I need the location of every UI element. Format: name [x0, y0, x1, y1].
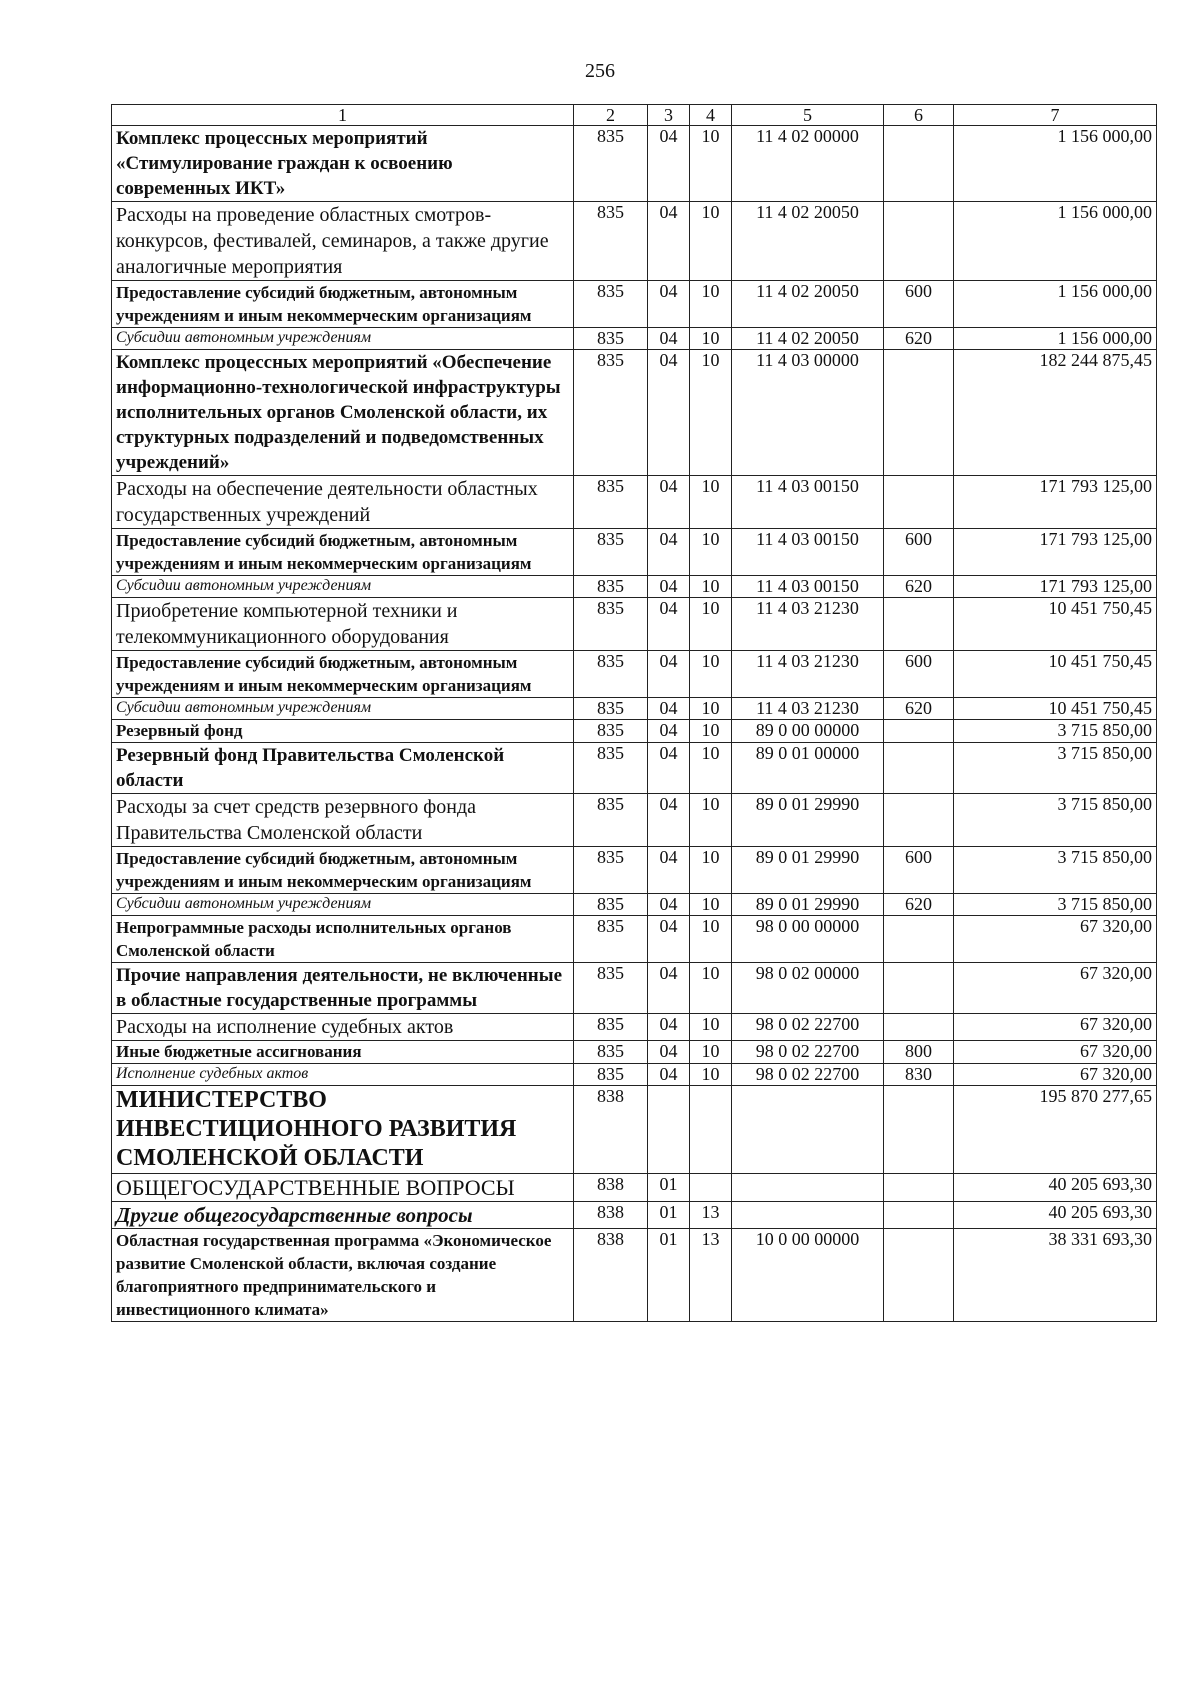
row-section-cell: 04: [648, 281, 690, 328]
row-subsection-cell: 10: [690, 698, 732, 720]
row-amount-cell: 171 793 125,00: [954, 476, 1157, 529]
header-cell-1: 1: [112, 105, 574, 126]
table-row: [112, 847, 1157, 894]
row-expense-type-cell: 600: [884, 847, 954, 894]
table-header-row: [112, 105, 1157, 126]
table-row: [112, 916, 1157, 963]
row-name-cell: Резервный фонд Правительства Смоленской области: [112, 743, 574, 794]
row-name-cell: Субсидии автономным учреждениям: [112, 698, 574, 720]
header-cell-3: 3: [648, 105, 690, 126]
table-row: [112, 576, 1157, 598]
row-target-item-cell: 98 0 02 00000: [732, 963, 884, 1014]
row-expense-type-cell: [884, 202, 954, 281]
row-subsection-cell: 10: [690, 529, 732, 576]
row-target-item-cell: 11 4 03 21230: [732, 598, 884, 651]
table-row: [112, 202, 1157, 281]
row-amount-cell: 1 156 000,00: [954, 281, 1157, 328]
row-amount-cell: 1 156 000,00: [954, 328, 1157, 350]
row-expense-type-cell: [884, 1202, 954, 1229]
row-expense-type-cell: [884, 794, 954, 847]
row-code-cell: 835: [574, 698, 648, 720]
row-subsection-cell: 10: [690, 743, 732, 794]
row-name-cell: ОБЩЕГОСУДАРСТВЕННЫЕ ВОПРОСЫ: [112, 1174, 574, 1202]
row-amount-cell: 10 451 750,45: [954, 598, 1157, 651]
row-subsection-cell: 10: [690, 202, 732, 281]
row-name-cell: Предоставление субсидий бюджетным, автономным учреждениям и иным некоммерческим организациям: [112, 529, 574, 576]
row-code-cell: 838: [574, 1086, 648, 1174]
row-section-cell: 04: [648, 529, 690, 576]
table-row: [112, 720, 1157, 743]
row-section-cell: 04: [648, 576, 690, 598]
page-number: 256: [585, 60, 615, 82]
row-amount-cell: 3 715 850,00: [954, 894, 1157, 916]
row-section-cell: 04: [648, 476, 690, 529]
row-expense-type-cell: [884, 916, 954, 963]
row-code-cell: 838: [574, 1174, 648, 1202]
row-amount-cell: 3 715 850,00: [954, 743, 1157, 794]
row-code-cell: 835: [574, 894, 648, 916]
table-row: [112, 1086, 1157, 1174]
row-section-cell: 04: [648, 720, 690, 743]
table-row: [112, 698, 1157, 720]
budget-table: [111, 104, 1157, 1322]
row-target-item-cell: 11 4 03 21230: [732, 698, 884, 720]
row-code-cell: 835: [574, 328, 648, 350]
row-expense-type-cell: [884, 476, 954, 529]
row-subsection-cell: 10: [690, 651, 732, 698]
row-amount-cell: 195 870 277,65: [954, 1086, 1157, 1174]
row-section-cell: 04: [648, 328, 690, 350]
row-amount-cell: 40 205 693,30: [954, 1202, 1157, 1229]
row-amount-cell: 10 451 750,45: [954, 698, 1157, 720]
row-section-cell: 01: [648, 1174, 690, 1202]
row-target-item-cell: 11 4 02 20050: [732, 281, 884, 328]
table-row: [112, 1041, 1157, 1064]
table-row: [112, 651, 1157, 698]
row-amount-cell: 3 715 850,00: [954, 794, 1157, 847]
row-section-cell: 04: [648, 126, 690, 202]
row-subsection-cell: 10: [690, 281, 732, 328]
row-section-cell: 04: [648, 963, 690, 1014]
row-expense-type-cell: [884, 720, 954, 743]
row-code-cell: 835: [574, 720, 648, 743]
row-expense-type-cell: [884, 126, 954, 202]
row-expense-type-cell: 800: [884, 1041, 954, 1064]
row-name-cell: Предоставление субсидий бюджетным, автономным учреждениям и иным некоммерческим организациям: [112, 281, 574, 328]
row-target-item-cell: 11 4 02 00000: [732, 126, 884, 202]
row-code-cell: 838: [574, 1229, 648, 1322]
row-subsection-cell: 10: [690, 1064, 732, 1086]
row-subsection-cell: 10: [690, 126, 732, 202]
row-expense-type-cell: 620: [884, 698, 954, 720]
row-amount-cell: 67 320,00: [954, 963, 1157, 1014]
row-code-cell: 835: [574, 529, 648, 576]
row-subsection-cell: 10: [690, 847, 732, 894]
row-amount-cell: 1 156 000,00: [954, 126, 1157, 202]
row-section-cell: 04: [648, 894, 690, 916]
row-amount-cell: 67 320,00: [954, 1014, 1157, 1041]
row-name-cell: Субсидии автономным учреждениям: [112, 328, 574, 350]
row-section-cell: 04: [648, 202, 690, 281]
row-amount-cell: 67 320,00: [954, 1041, 1157, 1064]
row-expense-type-cell: [884, 1014, 954, 1041]
table-row: [112, 894, 1157, 916]
table-row: [112, 476, 1157, 529]
row-section-cell: [648, 1086, 690, 1174]
row-expense-type-cell: [884, 350, 954, 476]
row-name-cell: Субсидии автономным учреждениям: [112, 576, 574, 598]
row-section-cell: 04: [648, 598, 690, 651]
row-subsection-cell: [690, 1086, 732, 1174]
row-name-cell: Другие общегосударственные вопросы: [112, 1202, 574, 1229]
row-subsection-cell: 10: [690, 350, 732, 476]
row-name-cell: Непрограммные расходы исполнительных органов Смоленской области: [112, 916, 574, 963]
row-section-cell: 04: [648, 1041, 690, 1064]
row-expense-type-cell: [884, 963, 954, 1014]
row-section-cell: 04: [648, 847, 690, 894]
row-amount-cell: 38 331 693,30: [954, 1229, 1157, 1322]
row-expense-type-cell: 600: [884, 529, 954, 576]
row-amount-cell: 3 715 850,00: [954, 720, 1157, 743]
row-name-cell: МИНИСТЕРСТВО ИНВЕСТИЦИОННОГО РАЗВИТИЯ СМОЛЕНСКОЙ ОБЛАСТИ: [112, 1086, 574, 1174]
row-name-cell: Исполнение судебных актов: [112, 1064, 574, 1086]
row-subsection-cell: 10: [690, 476, 732, 529]
table-row: [112, 126, 1157, 202]
row-name-cell: Расходы на исполнение судебных актов: [112, 1014, 574, 1041]
row-amount-cell: 10 451 750,45: [954, 651, 1157, 698]
row-name-cell: Прочие направления деятельности, не включенные в областные государственные программы: [112, 963, 574, 1014]
row-target-item-cell: 10 0 00 00000: [732, 1229, 884, 1322]
table-row: [112, 1014, 1157, 1041]
row-target-item-cell: [732, 1174, 884, 1202]
row-code-cell: 835: [574, 350, 648, 476]
row-section-cell: 01: [648, 1229, 690, 1322]
row-section-cell: 04: [648, 698, 690, 720]
table-row: [112, 1174, 1157, 1202]
row-code-cell: 835: [574, 281, 648, 328]
row-code-cell: 835: [574, 126, 648, 202]
row-name-cell: Областная государственная программа «Экономическое развитие Смоленской области, включая создание благоприятного предпринимательского и инвестиционного климата»: [112, 1229, 574, 1322]
row-section-cell: 04: [648, 916, 690, 963]
row-target-item-cell: 98 0 02 22700: [732, 1064, 884, 1086]
row-name-cell: Предоставление субсидий бюджетным, автономным учреждениям и иным некоммерческим организациям: [112, 651, 574, 698]
table-row: [112, 350, 1157, 476]
table-row: [112, 1229, 1157, 1322]
row-target-item-cell: 11 4 03 00150: [732, 576, 884, 598]
row-code-cell: 835: [574, 1014, 648, 1041]
row-subsection-cell: 13: [690, 1229, 732, 1322]
row-subsection-cell: 10: [690, 794, 732, 847]
row-subsection-cell: 10: [690, 576, 732, 598]
row-target-item-cell: 98 0 02 22700: [732, 1041, 884, 1064]
row-code-cell: 835: [574, 576, 648, 598]
row-expense-type-cell: 600: [884, 651, 954, 698]
row-amount-cell: 40 205 693,30: [954, 1174, 1157, 1202]
row-expense-type-cell: [884, 1086, 954, 1174]
row-target-item-cell: 89 0 01 29990: [732, 894, 884, 916]
table-row: [112, 529, 1157, 576]
header-cell-5: 5: [732, 105, 884, 126]
row-target-item-cell: 11 4 03 21230: [732, 651, 884, 698]
row-subsection-cell: 10: [690, 598, 732, 651]
row-amount-cell: 182 244 875,45: [954, 350, 1157, 476]
row-target-item-cell: 11 4 02 20050: [732, 202, 884, 281]
row-section-cell: 04: [648, 1014, 690, 1041]
header-cell-7: 7: [954, 105, 1157, 126]
row-subsection-cell: 10: [690, 1014, 732, 1041]
row-amount-cell: 67 320,00: [954, 916, 1157, 963]
row-name-cell: Комплекс процессных мероприятий «Обеспечение информационно-технологической инфраструктуры исполнительных органов Смоленской области, их структурных подразделений и подведомственных учреждений»: [112, 350, 574, 476]
row-section-cell: 04: [648, 651, 690, 698]
row-section-cell: 04: [648, 350, 690, 476]
row-expense-type-cell: 620: [884, 576, 954, 598]
row-amount-cell: 3 715 850,00: [954, 847, 1157, 894]
header-cell-2: 2: [574, 105, 648, 126]
row-target-item-cell: 11 4 03 00150: [732, 476, 884, 529]
row-code-cell: 835: [574, 202, 648, 281]
table-row: [112, 1202, 1157, 1229]
row-name-cell: Приобретение компьютерной техники и телекоммуникационного оборудования: [112, 598, 574, 651]
row-code-cell: 835: [574, 476, 648, 529]
row-subsection-cell: 13: [690, 1202, 732, 1229]
row-expense-type-cell: 620: [884, 328, 954, 350]
row-amount-cell: 1 156 000,00: [954, 202, 1157, 281]
row-expense-type-cell: 600: [884, 281, 954, 328]
row-code-cell: 835: [574, 1064, 648, 1086]
row-subsection-cell: 10: [690, 963, 732, 1014]
row-expense-type-cell: 830: [884, 1064, 954, 1086]
row-subsection-cell: 10: [690, 894, 732, 916]
row-target-item-cell: 98 0 00 00000: [732, 916, 884, 963]
row-subsection-cell: 10: [690, 916, 732, 963]
row-code-cell: 835: [574, 743, 648, 794]
table-row: [112, 598, 1157, 651]
row-code-cell: 835: [574, 651, 648, 698]
row-code-cell: 835: [574, 598, 648, 651]
row-name-cell: Расходы за счет средств резервного фонда Правительства Смоленской области: [112, 794, 574, 847]
row-section-cell: 04: [648, 794, 690, 847]
table-row: [112, 328, 1157, 350]
row-code-cell: 838: [574, 1202, 648, 1229]
row-target-item-cell: 98 0 02 22700: [732, 1014, 884, 1041]
row-code-cell: 835: [574, 916, 648, 963]
row-name-cell: Комплекс процессных мероприятий «Стимулирование граждан к освоению современных ИКТ»: [112, 126, 574, 202]
row-name-cell: Предоставление субсидий бюджетным, автономным учреждениям и иным некоммерческим организациям: [112, 847, 574, 894]
row-target-item-cell: 11 4 02 20050: [732, 328, 884, 350]
row-code-cell: 835: [574, 847, 648, 894]
row-subsection-cell: 10: [690, 1041, 732, 1064]
row-name-cell: Расходы на обеспечение деятельности областных государственных учреждений: [112, 476, 574, 529]
row-subsection-cell: [690, 1174, 732, 1202]
row-subsection-cell: 10: [690, 328, 732, 350]
row-target-item-cell: 89 0 01 29990: [732, 847, 884, 894]
row-amount-cell: 171 793 125,00: [954, 529, 1157, 576]
row-target-item-cell: 89 0 00 00000: [732, 720, 884, 743]
row-target-item-cell: 11 4 03 00150: [732, 529, 884, 576]
row-expense-type-cell: 620: [884, 894, 954, 916]
row-section-cell: 01: [648, 1202, 690, 1229]
table-row: [112, 281, 1157, 328]
row-code-cell: 835: [574, 1041, 648, 1064]
row-section-cell: 04: [648, 743, 690, 794]
row-name-cell: Субсидии автономным учреждениям: [112, 894, 574, 916]
row-expense-type-cell: [884, 1229, 954, 1322]
row-target-item-cell: 11 4 03 00000: [732, 350, 884, 476]
row-code-cell: 835: [574, 963, 648, 1014]
row-section-cell: 04: [648, 1064, 690, 1086]
row-target-item-cell: [732, 1086, 884, 1174]
table-row: [112, 963, 1157, 1014]
header-cell-4: 4: [690, 105, 732, 126]
row-name-cell: Расходы на проведение областных смотров-конкурсов, фестивалей, семинаров, а также другие аналогичные мероприятия: [112, 202, 574, 281]
row-expense-type-cell: [884, 1174, 954, 1202]
row-expense-type-cell: [884, 598, 954, 651]
table-row: [112, 1064, 1157, 1086]
table-row: [112, 794, 1157, 847]
row-amount-cell: 171 793 125,00: [954, 576, 1157, 598]
row-subsection-cell: 10: [690, 720, 732, 743]
row-name-cell: Иные бюджетные ассигнования: [112, 1041, 574, 1064]
row-target-item-cell: [732, 1202, 884, 1229]
row-amount-cell: 67 320,00: [954, 1064, 1157, 1086]
row-target-item-cell: 89 0 01 29990: [732, 794, 884, 847]
row-expense-type-cell: [884, 743, 954, 794]
row-name-cell: Резервный фонд: [112, 720, 574, 743]
header-cell-6: 6: [884, 105, 954, 126]
row-target-item-cell: 89 0 01 00000: [732, 743, 884, 794]
row-code-cell: 835: [574, 794, 648, 847]
table-row: [112, 743, 1157, 794]
